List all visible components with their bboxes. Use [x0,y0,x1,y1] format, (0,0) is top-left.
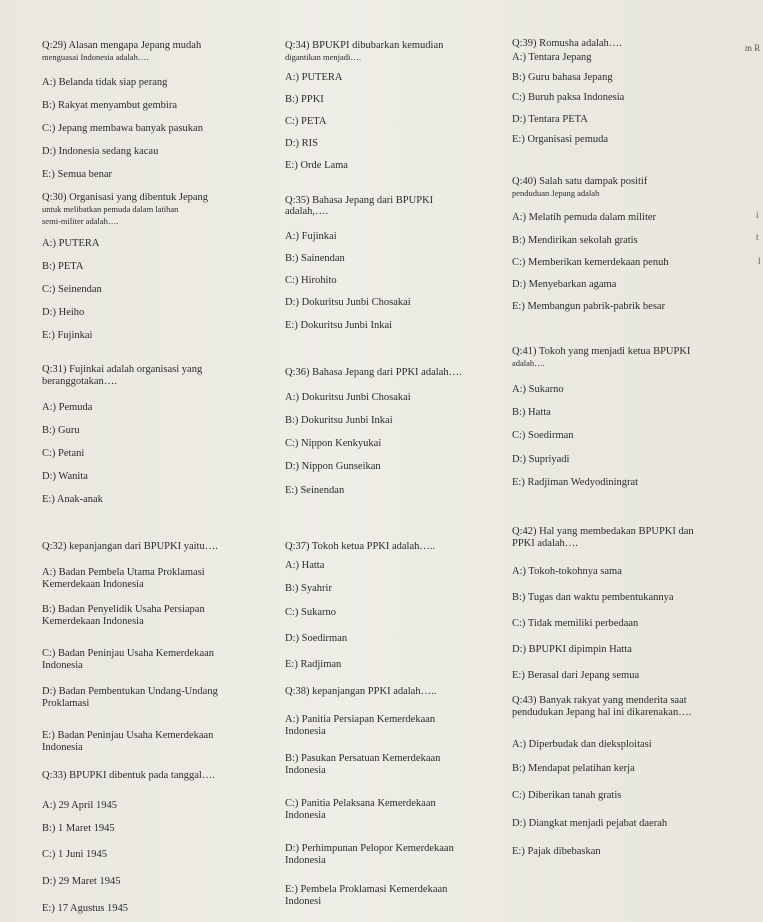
question-43-option-b[interactable]: B:) Mendapat pelatihan kerja [512,763,635,774]
question-43-option-c[interactable]: C:) Diberikan tanah gratis [512,790,622,801]
question-34-option-c[interactable]: C:) PETA [285,116,327,127]
question-43-text: pendudukan Jepang hal ini dikarenakan…. [512,707,692,718]
cropped-edge-text: i [756,210,759,220]
question-35-option-b[interactable]: B:) Sainendan [285,253,345,264]
question-36-text: Q:36) Bahasa Jepang dari PPKI adalah…. [285,367,462,378]
question-30-text: untuk melibatkan pemuda dalam latihan [42,204,179,214]
question-36-option-d[interactable]: D:) Nippon Gunseikan [285,461,381,472]
question-37-option-b[interactable]: B:) Syahrir [285,583,332,594]
question-30-text: Q:30) Organisasi yang dibentuk Jepang [42,192,209,203]
question-37-option-c[interactable]: C:) Sukarno [285,607,337,618]
question-39-option-e[interactable]: E:) Organisasi pemuda [512,134,609,145]
question-30-option-a[interactable]: A:) PUTERA [42,238,100,249]
question-32-option-d[interactable]: D:) Badan Pembentukan Undang-Undang [42,686,218,697]
question-30-option-b[interactable]: B:) PETA [42,261,84,272]
question-37-option-e[interactable]: E:) Radjiman [285,659,342,670]
question-38-option-c[interactable]: C:) Panitia Pelaksana Kemerdekaan [285,798,436,809]
question-38-option-d[interactable]: D:) Perhimpunan Pelopor Kemerdekaan [285,843,454,854]
question-33-option-a[interactable]: A:) 29 April 1945 [42,800,117,811]
question-34-text: Q:34) BPUKPI dibubarkan kemudian [285,40,444,51]
question-32-option-b[interactable]: B:) Badan Penyelidik Usaha Persiapan [42,604,205,615]
question-37-option-d[interactable]: D:) Soedirman [285,633,348,644]
question-41-option-e[interactable]: E:) Radjiman Wedyodiningrat [512,477,639,488]
question-38-option-e[interactable]: Indonesi [285,896,322,907]
question-32-option-c[interactable]: Indonesia [42,660,83,671]
question-40-text: Q:40) Salah satu dampak positif [512,176,648,187]
question-35-option-d[interactable]: D:) Dokuritsu Junbi Chosakai [285,297,411,308]
question-42-option-c[interactable]: C:) Tidak memiliki perbedaan [512,618,639,629]
question-42-option-e[interactable]: E:) Berasal dari Jepang semua [512,670,640,681]
question-41-option-d[interactable]: D:) Supriyadi [512,454,570,465]
question-36-option-e[interactable]: E:) Seinendan [285,485,345,496]
question-41-text: adalah…. [512,358,545,368]
question-42-text: Q:42) Hal yang membedakan BPUPKI dan [512,526,694,537]
question-29-option-e[interactable]: E:) Semua benar [42,169,112,180]
question-29-option-a[interactable]: A:) Belanda tidak siap perang [42,77,168,88]
question-38-text: Q:38) kepanjangan PPKI adalah….. [285,686,437,697]
question-42-text: PPKI adalah…. [512,538,578,549]
question-35-option-c[interactable]: C:) Hirohito [285,275,337,286]
question-39-option-c[interactable]: C:) Buruh paksa Indonesia [512,92,625,103]
question-40-option-a[interactable]: A:) Melatih pemuda dalam militer [512,212,657,223]
question-34-option-a[interactable]: A:) PUTERA [285,72,343,83]
question-31-text: Q:31) Fujinkai adalah organisasi yang [42,364,203,375]
question-37-option-a[interactable]: A:) Hatta [285,560,325,571]
question-33-option-b[interactable]: B:) 1 Maret 1945 [42,823,115,834]
question-43-option-d[interactable]: D:) Diangkat menjadi pejabat daerah [512,818,668,829]
question-32-option-c[interactable]: C:) Badan Peninjau Usaha Kemerdekaan [42,648,215,659]
question-36-option-c[interactable]: C:) Nippon Kenkyukai [285,438,382,449]
question-33-option-e[interactable]: E:) 17 Agustus 1945 [42,903,129,914]
question-40-option-e[interactable]: E:) Membangun pabrik-pabrik besar [512,301,666,312]
question-31-option-c[interactable]: C:) Petani [42,448,85,459]
cropped-edge-text: t [756,232,759,242]
question-32-option-a[interactable]: Kemerdekaan Indonesia [42,579,144,590]
question-43-option-e[interactable]: E:) Pajak dibebaskan [512,846,601,857]
question-40-option-c[interactable]: C:) Memberikan kemerdekaan penuh [512,257,669,268]
question-36-option-b[interactable]: B:) Dokuritsu Junbi Inkai [285,415,393,426]
question-34-option-d[interactable]: D:) RIS [285,138,318,149]
question-31-option-d[interactable]: D:) Wanita [42,471,88,482]
question-40-option-d[interactable]: D:) Menyebarkan agama [512,279,617,290]
question-33-text: Q:33) BPUPKI dibentuk pada tanggal…. [42,770,215,781]
question-29-option-c[interactable]: C:) Jepang membawa banyak pasukan [42,123,203,134]
question-31-option-a[interactable]: A:) Pemuda [42,402,93,413]
question-41-option-a[interactable]: A:) Sukarno [512,384,564,395]
cropped-edge-text: m R [745,43,761,53]
question-39-option-d[interactable]: D:) Tentara PETA [512,114,588,125]
question-43-text: Q:43) Banyak rakyat yang menderita saat [512,695,687,706]
question-29-option-d[interactable]: D:) Indonesia sedang kacau [42,146,159,157]
question-39-text: Q:39) Romusha adalah…. [512,38,622,49]
question-38-option-a[interactable]: A:) Panitia Persiapan Kemerdekaan [285,714,436,725]
question-39-option-b[interactable]: B:) Guru bahasa Jepang [512,72,613,83]
question-31-option-e[interactable]: E:) Anak-anak [42,494,103,505]
question-36-option-a[interactable]: A:) Dokuritsu Junbi Chosakai [285,392,411,403]
question-34-option-b[interactable]: B:) PPKI [285,94,324,105]
question-41-text: Q:41) Tokoh yang menjadi ketua BPUPKI [512,346,691,357]
question-33-option-c[interactable]: C:) 1 Juni 1945 [42,849,108,860]
question-32-text: Q:32) kepanjangan dari BPUPKI yaitu…. [42,541,218,552]
question-38-option-d[interactable]: Indonesia [285,855,326,866]
question-42-option-d[interactable]: D:) BPUPKI dipimpin Hatta [512,644,632,655]
question-32-option-a[interactable]: A:) Badan Pembela Utama Proklamasi [42,567,205,578]
question-38-option-e[interactable]: E:) Pembela Proklamasi Kemerdekaan [285,884,448,895]
cropped-edge-text: l [758,256,761,266]
question-31-option-b[interactable]: B:) Guru [42,425,80,436]
question-39-option-a[interactable]: A:) Tentara Jepang [512,52,592,63]
question-31-text: beranggotakan…. [42,376,117,387]
question-35-text: adalah,…. [285,206,329,217]
question-38-option-b[interactable]: Indonesia [285,765,326,776]
question-42-option-b[interactable]: B:) Tugas dan waktu pembentukannya [512,592,674,603]
question-35-option-e[interactable]: E:) Dokuritsu Junbi Inkai [285,320,393,331]
question-29-text: Q:29) Alasan mengapa Jepang mudah [42,40,202,51]
question-34-option-e[interactable]: E:) Orde Lama [285,160,348,171]
question-29-text: menguasai Indonesia adalah…. [42,52,149,62]
question-40-option-b[interactable]: B:) Mendirikan sekolah gratis [512,235,638,246]
question-35-option-a[interactable]: A:) Fujinkai [285,231,337,242]
question-38-option-b[interactable]: B:) Pasukan Persatuan Kemerdekaan [285,753,441,764]
question-32-option-d[interactable]: Proklamasi [42,698,90,709]
question-38-option-a[interactable]: Indonesia [285,726,326,737]
question-35-text: Q:35) Bahasa Jepang dari BPUPKI [285,195,434,206]
question-43-option-a[interactable]: A:) Diperbudak dan dieksploitasi [512,739,652,750]
question-30-option-d[interactable]: D:) Heiho [42,307,85,318]
question-29-option-b[interactable]: B:) Rakyat menyambut gembira [42,100,178,111]
question-41-option-c[interactable]: C:) Soedirman [512,430,574,441]
question-38-option-c[interactable]: Indonesia [285,810,326,821]
question-40-text: penduduan Jepang adalah [512,188,600,198]
question-41-option-b[interactable]: B:) Hatta [512,407,551,418]
question-32-option-e[interactable]: E:) Badan Peninjau Usaha Kemerdekaan [42,730,214,741]
question-30-option-e[interactable]: E:) Fujinkai [42,330,93,341]
question-42-option-a[interactable]: A:) Tokoh-tokohnya sama [512,566,622,577]
question-30-option-c[interactable]: C:) Seinendan [42,284,102,295]
question-37-text: Q:37) Tokoh ketua PPKI adalah….. [285,541,436,552]
question-30-text: semi-militer adalah…. [42,216,119,226]
question-33-option-d[interactable]: D:) 29 Maret 1945 [42,876,121,887]
question-32-option-b[interactable]: Kemerdekaan Indonesia [42,616,144,627]
question-34-text: digantikan menjadi…. [285,52,362,62]
question-32-option-e[interactable]: Indonesia [42,742,83,753]
